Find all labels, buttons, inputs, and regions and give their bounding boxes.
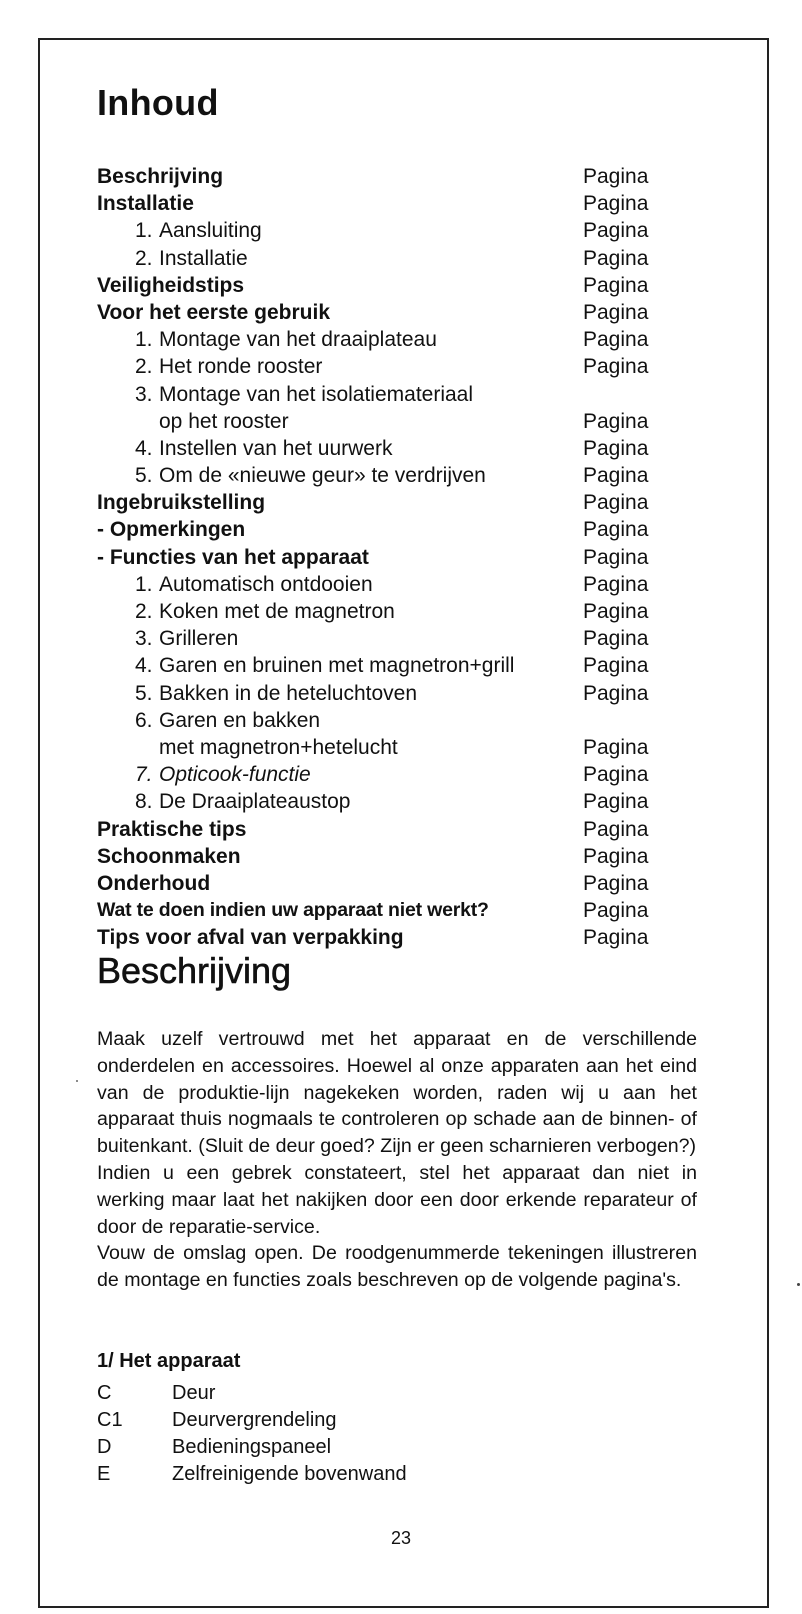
toc-entry-page: Pagina [583,328,649,352]
toc-entry-number: 3. [135,627,153,651]
toc-entry [97,897,697,924]
toc-entry-label: 2. Koken met de magnetron [97,598,583,625]
toc-entry-page: Pagina [583,681,649,705]
toc-entry-page: Pagina [583,871,649,895]
toc-entry-number: 2. [135,600,153,623]
toc-entry-number: 5. [135,681,153,705]
toc-entry-page: Pagina [583,409,649,433]
toc-entry-label: 8. De Draaiplateaustop [97,788,583,815]
scan-speck [797,1283,800,1286]
section-body [97,1026,697,1294]
toc-entry-label: Onderhoud [97,871,211,895]
toc-entry-number: 4. [135,654,153,678]
toc-entry-page: Pagina [583,219,649,243]
paragraph: Vouw de omslag open. De roodgenummerde tekeningen illustreren de montage en functies zoals beschreven op de volgende pagina's. [97,1242,697,1292]
paragraph: Maak uzelf vertrouwd met het apparaat en de verschillende onderdelen en accessoires. Hoewel al onze apparaten aan het eind van de produktie-lijn nagekeken worden, raden wij u aan het apparaat thuis nogmaals te controleren op schade aan de binnen- of buitenkant. (Sluit de deur goed? Zijn er geen scharnieren verbogen?) [97,1028,697,1158]
part-code: D [97,1436,112,1458]
toc-entry-number: 1. [135,572,153,596]
list-item [97,1380,597,1407]
toc-title: Inhoud [97,82,219,123]
toc-entry-page: Pagina [583,627,649,651]
toc-entry-page: Pagina [583,464,649,488]
toc-entry-number: 7. [135,763,153,787]
toc-entry [97,544,697,571]
toc-entry-page: Pagina [583,844,649,868]
toc-entry [97,408,697,435]
list-item [97,1434,597,1461]
toc-entry-number: 1. [135,219,153,243]
toc-entry-page: Pagina [583,817,649,841]
toc-entry-page: Pagina [583,165,649,188]
page-number: 23 [390,1528,412,1548]
toc-entry [97,489,697,516]
toc-entry-label: Installatie [97,192,194,216]
toc-entry [97,625,697,652]
toc-entry-page: Pagina [583,273,649,297]
toc-entry [97,843,697,870]
toc-entry-number: 3. [135,382,153,406]
toc-entry-label: met magnetron+hetelucht [159,735,398,759]
toc-entry-label: 7. Opticook-functie [97,761,583,788]
toc-entry [97,245,697,272]
toc-entry [97,924,697,951]
toc-entry-label: 5. Om de «nieuwe geur» te verdrijven [97,462,583,489]
toc-entry [97,217,697,244]
toc-entry [97,190,697,217]
toc-entry [97,272,697,299]
toc-entry-page: Pagina [583,436,649,460]
toc-entry-page: Pagina [583,790,649,814]
toc-entry-label: - Functies van het apparaat [97,545,369,569]
list-item [97,1461,597,1488]
toc-entry-label: 1. Montage van het draaiplateau [97,326,583,353]
toc-entry-page: Pagina [583,735,649,759]
toc-entry-page: Pagina [583,355,649,379]
toc-entry [97,707,697,734]
toc-entry-label: Wat te doen indien uw apparaat niet werkt? [97,899,489,922]
toc-entry [97,652,697,679]
toc-entry-page: Pagina [583,654,649,678]
part-name: Zelfreinigende bovenwand [172,1463,407,1485]
toc-entry-number: 2. [135,355,153,379]
toc-entry-page: Pagina [583,518,649,542]
toc-entry-label: Ingebruikstelling [97,491,266,515]
toc-entry [97,299,697,326]
toc-entry [97,816,697,843]
part-name: Deur [172,1382,216,1404]
part-code: C [97,1382,112,1404]
toc-entry-page: Pagina [583,600,649,623]
toc-entry-label: 4. Garen en bruinen met magnetron+grill [97,652,583,679]
toc-entry-label: 1. Automatisch ontdooien [97,571,583,598]
toc-entry [97,516,697,543]
toc-entry-page: Pagina [583,926,649,950]
toc-entry [97,381,697,408]
list-item [97,1407,597,1434]
toc-entry-number: 6. [135,708,153,732]
toc-entry-label: 1. Aansluiting [97,217,583,244]
scan-speck [76,1080,78,1082]
toc-entry-number: 2. [135,246,153,270]
toc-entry-label: Voor het eerste gebruik [97,300,331,324]
toc-entry-page: Pagina [583,763,649,787]
parts-list [97,1380,597,1488]
toc-entry-label: 6. Garen en bakken [97,707,583,734]
toc-entry-page: Pagina [583,246,649,270]
toc-entry-page: Pagina [583,545,649,569]
toc-entry-page: Pagina [583,192,649,216]
toc-entry-label: 2. Installatie [97,245,583,272]
toc-entry [97,163,697,190]
toc-entry-label: Beschrijving [97,165,224,188]
toc-entry-label: 5. Bakken in de heteluchtoven [97,680,583,707]
toc-entry-page: Pagina [583,300,649,324]
toc-entry-page: Pagina [583,899,649,923]
toc-entry-number: 5. [135,464,153,488]
toc-entry-label: Schoonmaken [97,844,241,868]
toc-entry [97,353,697,380]
toc-entry [97,870,697,897]
toc-entry [97,462,697,489]
toc-entry [97,598,697,625]
toc-entry-label: 4. Instellen van het uurwerk [97,435,583,462]
toc-entry [97,571,697,598]
toc-entry-page: Pagina [583,572,649,596]
toc-entry-label: Praktische tips [97,817,247,841]
toc-entry-page: Pagina [583,491,649,515]
toc-entry-label: op het rooster [159,409,289,433]
toc-entry-number: 8. [135,790,153,814]
toc-entry-number: 4. [135,436,153,460]
subheading: 1/ Het apparaat [97,1350,241,1372]
toc-entry [97,326,697,353]
paragraph: Indien u een gebrek constateert, stel het apparaat dan niet in werking maar laat het nakijken door een door erkende reparateur of door de reparatie-service. [97,1161,697,1238]
toc-entry [97,761,697,788]
toc-entry [97,435,697,462]
part-name: Deurvergrendeling [172,1409,337,1431]
toc-entry-label: Veiligheidstips [97,273,245,297]
toc-entry-label: 2. Het ronde rooster [97,353,583,380]
section-title: Beschrijving [97,950,292,991]
toc-entry-label: - Opmerkingen [97,518,246,542]
part-name: Bedieningspaneel [172,1436,332,1458]
table-of-contents [97,163,697,951]
toc-entry-label: 3. Grilleren [97,625,583,652]
part-code: C1 [97,1409,123,1431]
part-code: E [97,1463,111,1485]
toc-entry-label: Tips voor afval van verpakking [97,926,404,950]
toc-entry [97,680,697,707]
toc-entry [97,734,697,761]
toc-entry-number: 1. [135,328,153,352]
toc-entry-label: 3. Montage van het isolatiemateriaal [97,381,583,408]
toc-entry [97,788,697,815]
